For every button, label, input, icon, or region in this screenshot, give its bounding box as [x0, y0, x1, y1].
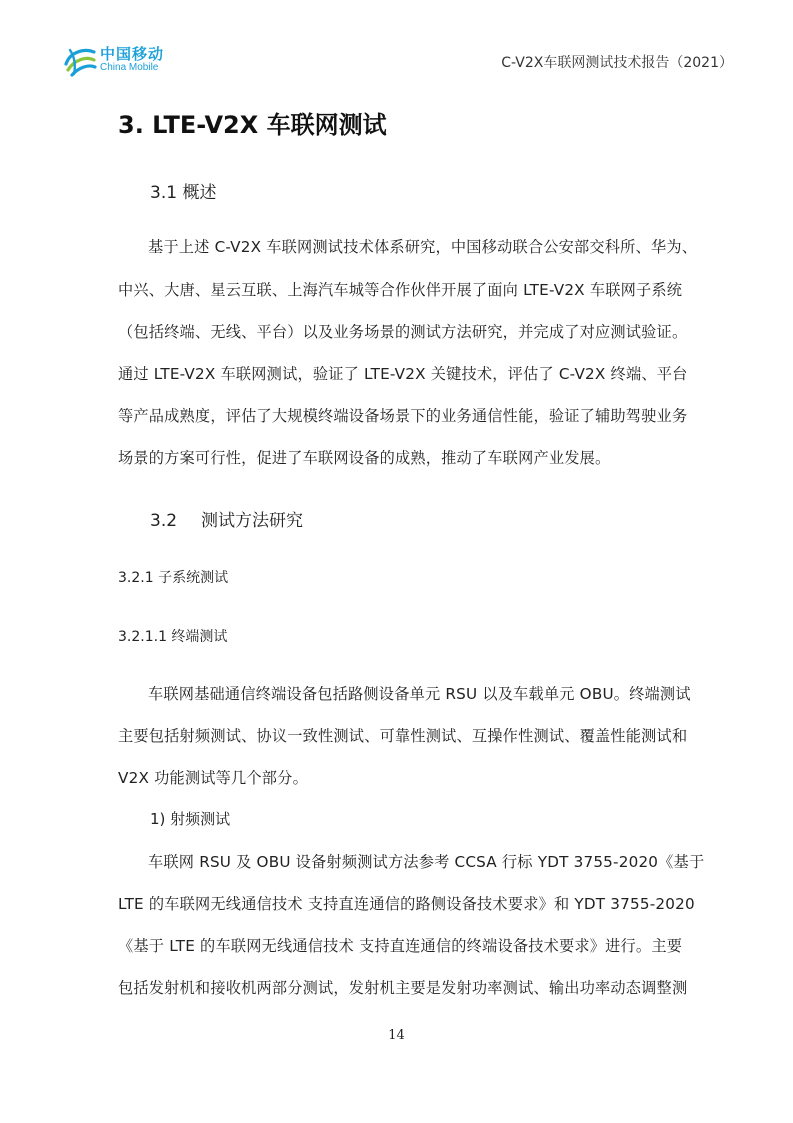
overview-line: （包括终端、无线、平台）以及业务场景的测试方法研究，并完成了对应测试验证。 — [118, 323, 688, 341]
terminal-test-line: 主要包括射频测试、协议一致性测试、可靠性测试、互操作性测试、覆盖性能测试和 — [118, 727, 688, 745]
methods-heading-number: 3.2 — [150, 511, 178, 531]
rf-test-line: LTE 的车联网无线通信技术 支持直连通信的路侧设备技术要求》和 YDT 3755-2020 — [118, 895, 695, 913]
china-mobile-logo — [62, 42, 172, 82]
methods-heading — [150, 506, 303, 531]
overview-line: 中兴、大唐、星云互联、上海汽车城等合作伙伴开展了面向 LTE-V2X 车联网子系统 — [118, 281, 683, 299]
list-item-rf-test: 1) 射频测试 — [150, 810, 231, 828]
rf-test-line: 车联网 RSU 及 OBU 设备射频测试方法参考 CCSA 行标 YDT 3755-2020《基于 — [148, 853, 705, 871]
section-title: 3. LTE-V2X 车联网测试 — [118, 111, 387, 139]
subsubsection-heading: 3.2.1.1 终端测试 — [118, 629, 228, 645]
subsection-heading: 3.2.1 子系统测试 — [118, 570, 229, 586]
overview-line: 通过 LTE-V2X 车联网测试，验证了 LTE-V2X 关键技术，评估了 C-V2X 终端、平台 — [118, 365, 688, 383]
rf-test-line: 包括发射机和接收机两部分测试，发射机主要是发射功率测试、输出功率动态调整测 — [118, 979, 688, 997]
overview-heading: 3.1 概述 — [150, 183, 217, 203]
logo-chinese-text: 中国移动 — [100, 45, 165, 63]
page-number: 14 — [388, 1028, 405, 1043]
overview-line: 场景的方案可行性，促进了车联网设备的成熟，推动了车联网产业发展。 — [118, 449, 611, 467]
terminal-test-line: V2X 功能测试等几个部分。 — [118, 769, 308, 787]
methods-heading-text: 测试方法研究 — [201, 511, 304, 531]
document-running-title: C-V2X车联网测试技术报告（2021） — [501, 55, 733, 71]
rf-test-line: 《基于 LTE 的车联网无线通信技术 支持直连通信的终端设备技术要求》进行。主要 — [118, 937, 683, 955]
overview-line: 等产品成熟度，评估了大规模终端设备场景下的业务通信性能，验证了辅助驾驶业务 — [118, 407, 688, 425]
terminal-test-line: 车联网基础通信终端设备包括路侧设备单元 RSU 以及车载单元 OBU。终端测试 — [148, 685, 691, 703]
logo-english-text: China Mobile — [100, 62, 159, 73]
china-mobile-logo-icon — [62, 42, 98, 78]
overview-line: 基于上述 C-V2X 车联网测试技术体系研究，中国移动联合公安部交科所、华为、 — [148, 238, 698, 256]
